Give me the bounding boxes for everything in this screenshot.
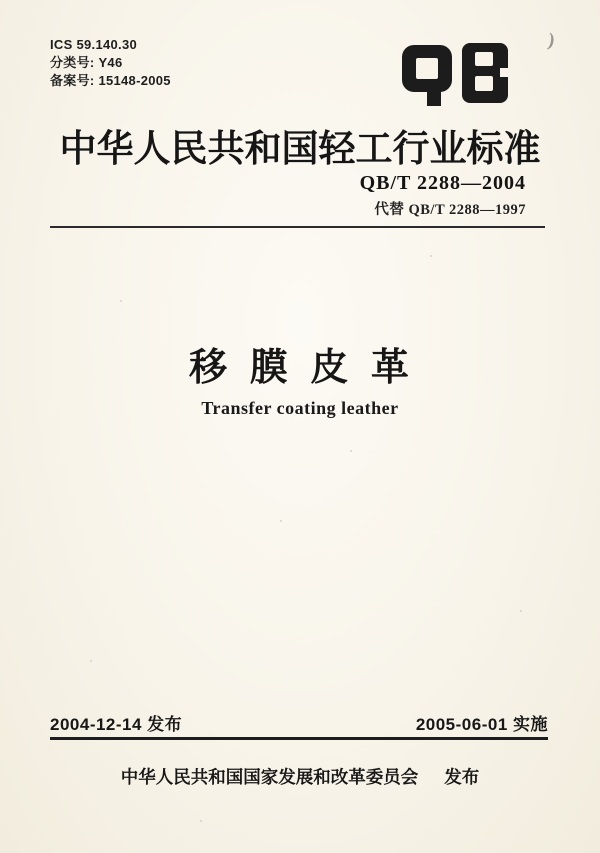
- standard-number: QB/T 2288—2004: [359, 172, 526, 194]
- standard-title-english: Transfer coating leather: [201, 398, 399, 418]
- classification-code: 分类号: Y46: [50, 55, 123, 70]
- header-divider: [50, 226, 545, 228]
- page-curl-mark: ): [546, 29, 557, 52]
- qb-logo-svg: [401, 42, 509, 108]
- issuer-name: 中华人民共和国国家发展和改革委员会: [120, 767, 419, 787]
- scan-speckle: [280, 520, 282, 522]
- scan-speckle: [120, 300, 122, 302]
- standard-title-chinese: 移 膜 皮 革: [189, 347, 411, 389]
- replaces-note: 代替 QB/T 2288—1997: [374, 202, 526, 218]
- standard-number-block: [360, 172, 526, 219]
- footer-dates-row: [50, 710, 548, 735]
- issuer-action: 发布: [444, 767, 480, 787]
- meta-block: [50, 36, 171, 90]
- ics-code: ICS 59.140.30: [50, 37, 138, 52]
- scan-speckle: [430, 255, 432, 257]
- record-number: 备案号: 15148-2005: [50, 73, 171, 88]
- scan-speckle: [200, 820, 202, 822]
- scan-speckle: [90, 660, 92, 662]
- implementation-date: 2005-06-01 实施: [415, 715, 548, 734]
- footer-divider: [50, 737, 548, 740]
- issuer-row: [0, 764, 600, 789]
- scan-speckle: [350, 450, 352, 452]
- scan-speckle: [520, 610, 522, 612]
- issue-date: 2004-12-14 发布: [50, 715, 183, 734]
- qb-logo-icon: [401, 42, 509, 108]
- standard-header-title: 中华人民共和国轻工行业标准: [59, 128, 541, 169]
